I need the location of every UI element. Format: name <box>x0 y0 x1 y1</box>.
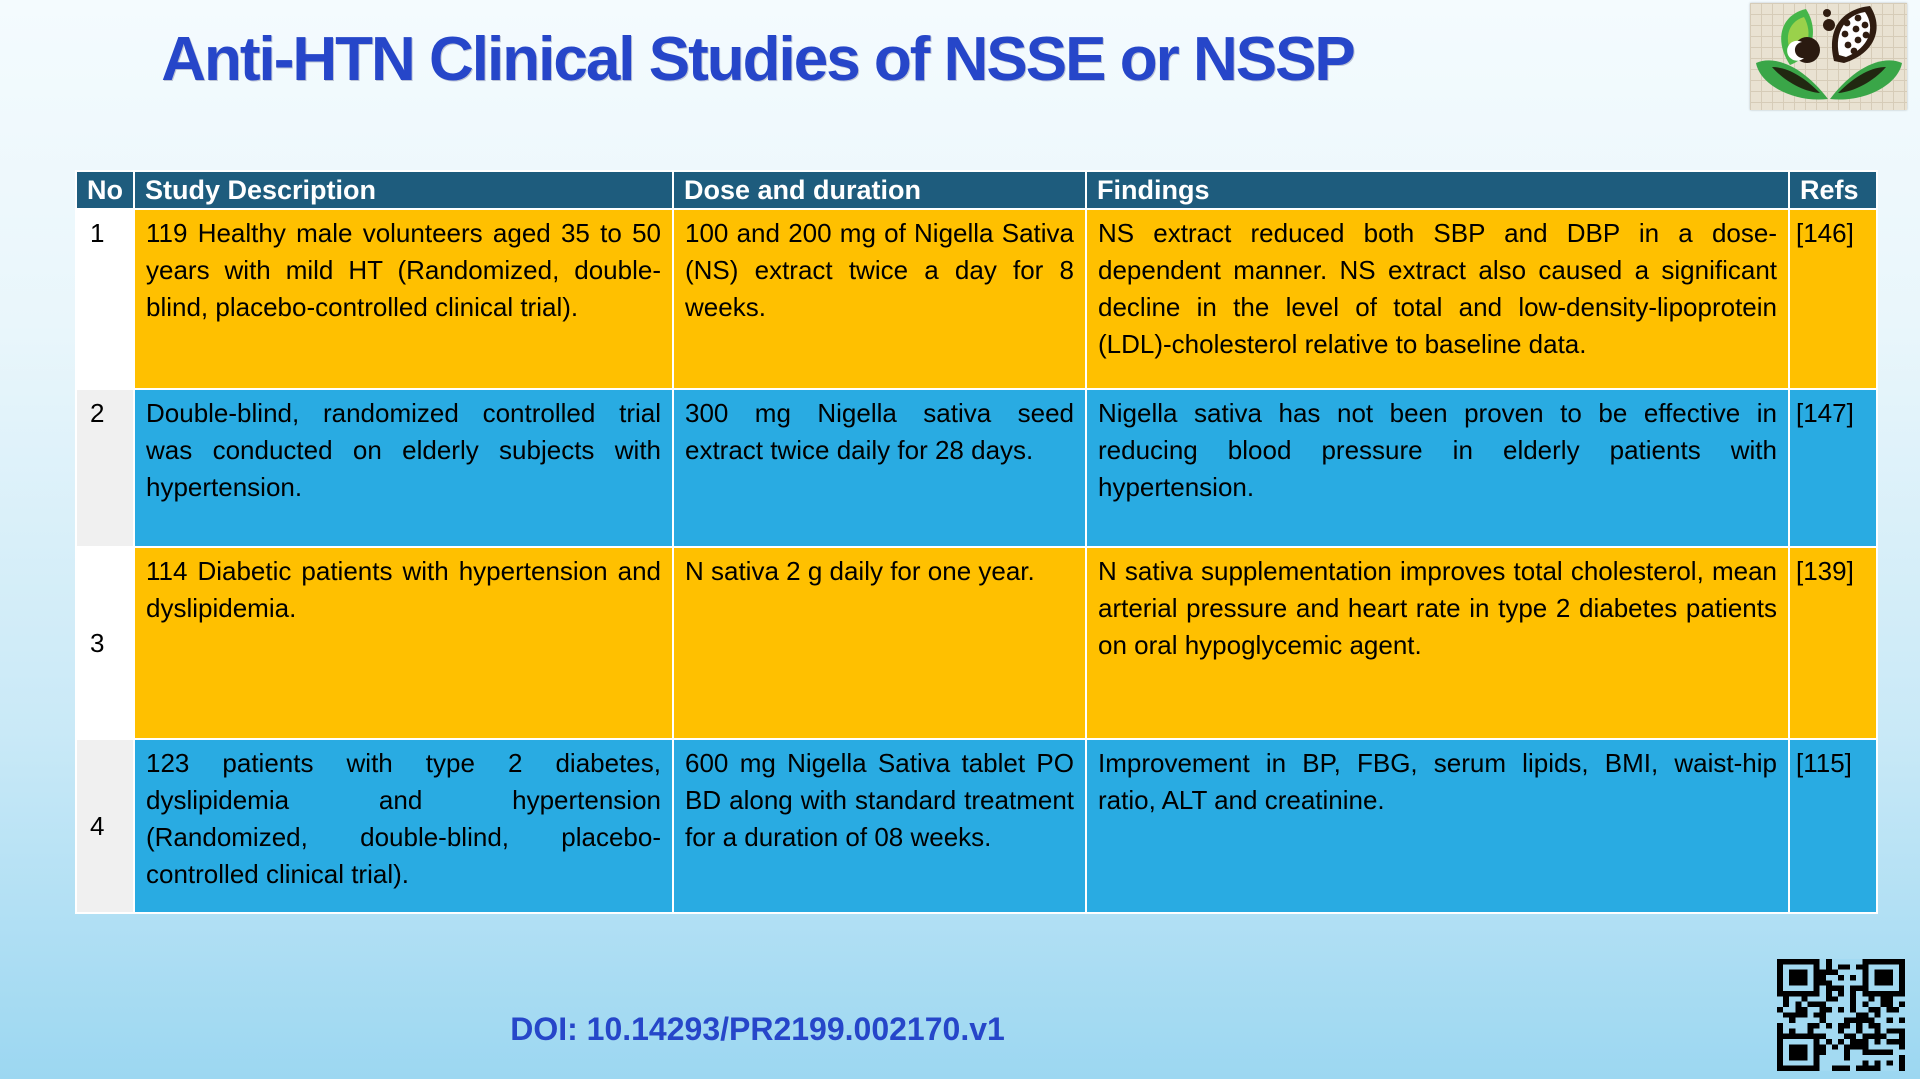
col-header-no: No <box>76 171 134 209</box>
table-row <box>76 389 1877 547</box>
row-number: 1 <box>76 209 134 389</box>
col-header-study: Study Description <box>134 171 673 209</box>
findings-cell: NS extract reduced both SBP and DBP in a dose-dependent manner. NS extract also caused a significant decline in the level of total and low-density-lipoprotein (LDL)-cholesterol relative to baseline data. <box>1086 209 1789 389</box>
refs-cell: [139] <box>1789 547 1877 739</box>
qr-code <box>1777 959 1905 1071</box>
dose-duration-cell: 100 and 200 mg of Nigella Sativa (NS) extract twice a day for 8 weeks. <box>673 209 1086 389</box>
col-header-dose: Dose and duration <box>673 171 1086 209</box>
table-row <box>76 739 1877 913</box>
findings-cell: Nigella sativa has not been proven to be effective in reducing blood pressure in elderly patients with hypertension. <box>1086 389 1789 547</box>
study-description-cell: Double-blind, randomized controlled trial was conducted on elderly subjects with hypertension. <box>134 389 673 547</box>
col-header-findings: Findings <box>1086 171 1789 209</box>
refs-cell: [147] <box>1789 389 1877 547</box>
slide-title: Anti-HTN Clinical Studies of NSSE or NSSP <box>161 25 1354 94</box>
col-header-refs: Refs <box>1789 171 1877 209</box>
study-description-cell: 123 patients with type 2 diabetes, dyslipidemia and hypertension (Randomized, double-blind, placebo-controlled clinical trial). <box>134 739 673 913</box>
nigella-plant-icon <box>1750 3 1907 110</box>
row-number: 4 <box>76 739 134 913</box>
dose-duration-cell: 300 mg Nigella sativa seed extract twice daily for 28 days. <box>673 389 1086 547</box>
studies-table <box>75 170 1878 914</box>
doi-text: DOI: 10.14293/PR2199.002170.v1 <box>510 1011 1005 1047</box>
table-row <box>76 209 1877 389</box>
findings-cell: Improvement in BP, FBG, serum lipids, BMI, waist-hip ratio, ALT and creatinine. <box>1086 739 1789 913</box>
refs-cell: [146] <box>1789 209 1877 389</box>
table-row <box>76 547 1877 739</box>
findings-cell: N sativa supplementation improves total cholesterol, mean arterial pressure and heart rate in type 2 diabetes patients on oral hypoglycemic agent. <box>1086 547 1789 739</box>
table-header-row <box>76 171 1877 209</box>
study-description-cell: 114 Diabetic patients with hypertension and dyslipidemia. <box>134 547 673 739</box>
row-number: 2 <box>76 389 134 547</box>
nigella-plant-logo <box>1750 3 1907 110</box>
study-description-cell: 119 Healthy male volunteers aged 35 to 50 years with mild HT (Randomized, double-blind, placebo-controlled clinical trial). <box>134 209 673 389</box>
dose-duration-cell: 600 mg Nigella Sativa tablet PO BD along with standard treatment for a duration of 08 weeks. <box>673 739 1086 913</box>
row-number: 3 <box>76 547 134 739</box>
refs-cell: [115] <box>1789 739 1877 913</box>
dose-duration-cell: N sativa 2 g daily for one year. <box>673 547 1086 739</box>
